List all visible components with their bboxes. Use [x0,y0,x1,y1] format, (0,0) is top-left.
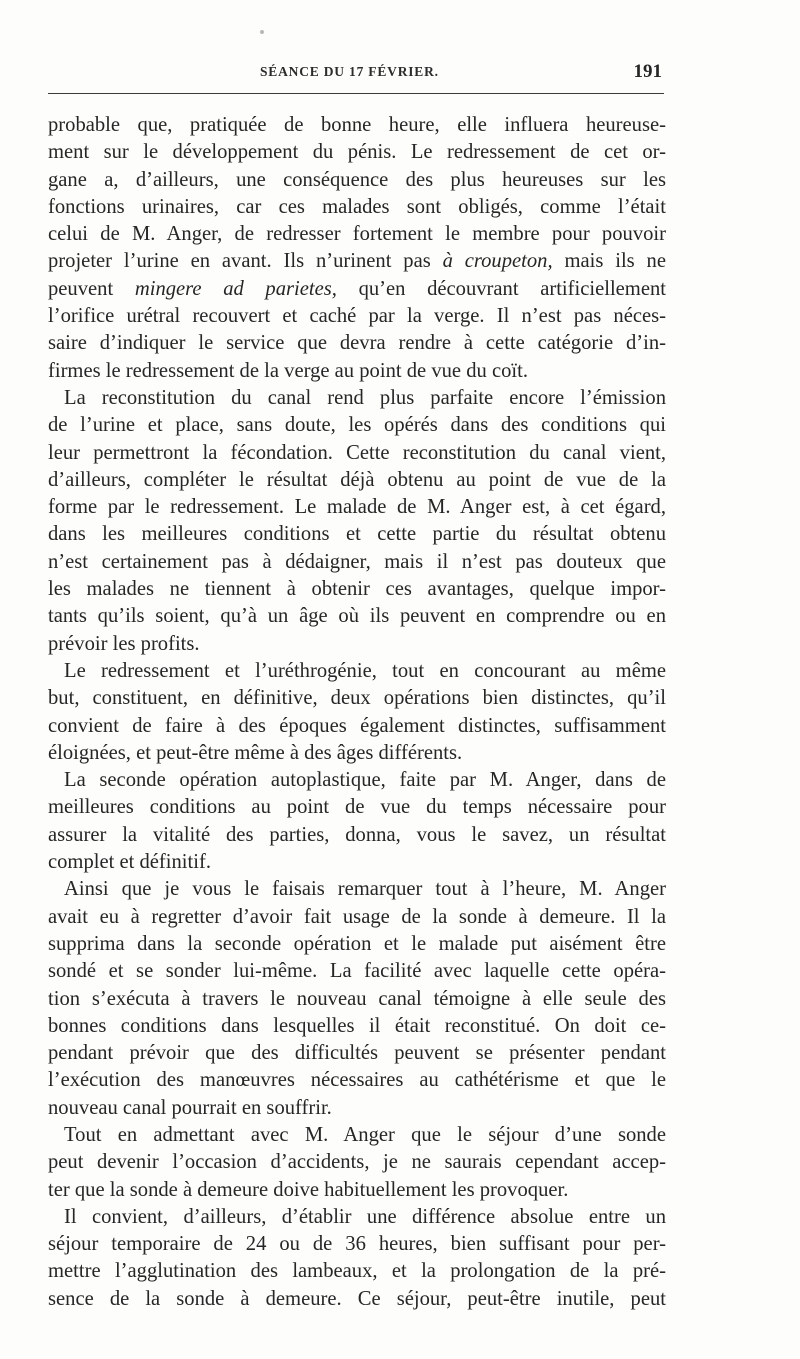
italic-phrase: mingere ad parietes, [134,277,337,300]
text-segment: peuvent [48,277,114,300]
text-line: Il convient, d’ailleurs, d’établir une différence absolue entre un [64,1205,666,1228]
text-line: ment sur le développement du pénis. Le redressement de cet or- [48,141,666,164]
text-line: tants qu’ils soient, qu’à un âge où ils peuvent en comprendre ou en [48,605,666,628]
text-line: leur permettront la fécondation. Cette reconstitution du canal vient, [48,441,666,464]
text-line: supprima dans la seconde opération et le malade put aisément être [48,932,666,955]
text-line: fonctions urinaires, car ces malades sont obligés, comme l’était [48,195,666,218]
text-line: mettre l’agglutination des lambeaux, et la prolongation de la pré- [48,1260,666,1283]
speck-mark [260,30,264,34]
text-line: n’est certainement pas à dédaigner, mais il n’est pas douteux que [48,550,666,573]
text-line: peut devenir l’occasion d’accidents, je ne saurais cependant accep- [48,1151,666,1174]
text-line: séjour temporaire de 24 ou de 36 heures, bien suffisant pour per- [48,1233,666,1256]
text-line: probable que, pratiquée de bonne heure, elle influera heureuse- [48,114,666,136]
text-line: bonnes conditions dans lesquelles il était reconstitué. On doit ce- [48,1014,666,1037]
text-line: celui de M. Anger, de redresser fortement le membre pour pouvoir [48,223,666,246]
text-line: forme par le redressement. Le malade de M. Anger est, à cet égard, [48,496,666,519]
text-line: l’orifice urétral recouvert et caché par la verge. Il n’est pas néces- [48,305,666,328]
text-line: nouveau canal pourrait en souffrir. [48,1096,332,1119]
text-line: sondé et se sonder lui-même. La facilité avec laquelle cette opéra- [48,960,666,983]
text-line: meilleures conditions au point de vue du temps nécessaire pour [48,796,666,819]
running-header [48,62,662,86]
text-line: Tout en admettant avec M. Anger que le séjour d’une sonde [64,1123,666,1146]
text-line: sence de la sonde à demeure. Ce séjour, peut-être inutile, peut [48,1287,666,1310]
text-line: de l’urine et place, sans doute, les opérés dans des conditions qui [48,414,666,437]
text-line: convient de faire à des époques également distinctes, suffisamment [48,714,666,737]
text-line: prévoir les profits. [48,632,200,655]
text-line: d’ailleurs, compléter le résultat déjà obtenu au point de vue de la [48,468,666,491]
text-line: firmes le redressement de la verge au point de vue du coït. [48,359,528,382]
text-line: but, constituent, en définitive, deux opérations bien distinctes, qu’il [48,687,666,710]
text-line: tion s’exécuta à travers le nouveau canal témoigne à elle seule des [48,987,666,1010]
italic-phrase: à croupeton, [442,250,553,273]
text-line: ter que la sonde à demeure doive habituellement les provoquer. [48,1178,569,1201]
text-line: les malades ne tiennent à obtenir ces avantages, quelque impor- [48,578,666,601]
text-line: assurer la vitalité des parties, donna, vous le savez, un résultat [48,823,666,846]
text-line [48,248,666,275]
text-line: gane a, d’ailleurs, une conséquence des plus heureuses sur les [48,168,666,191]
text-line: complet et définitif. [48,851,211,874]
text-line [48,276,666,303]
text-line: éloignées, et peut-être même à des âges différents. [48,741,463,764]
text-line: Ainsi que je vous le faisais remarquer tout à l’heure, M. Anger [64,878,666,901]
text-segment: projeter l’urine en avant. Ils n’urinent pas [48,250,431,273]
text-line: pendant prévoir que des difficultés peuvent se présenter pendant [48,1042,666,1065]
body-text [48,112,666,1313]
text-line: La seconde opération autoplastique, faite par M. Anger, dans de [64,769,666,792]
text-line: Le redressement et l’uréthrogénie, tout en concourant au même [64,659,666,682]
text-line: dans les meilleures conditions et cette partie du résultat obtenu [48,523,666,546]
text-line: avait eu à regretter d’avoir fait usage de la sonde à demeure. Il la [48,905,666,928]
header-rule [48,93,664,94]
text-line: La reconstitution du canal rend plus parfaite encore l’émission [64,386,666,409]
page-number: 191 [633,61,662,82]
text-line: saire d’indiquer le service que devra rendre à cette catégorie d’in- [48,332,666,355]
text-segment: mais ils ne [564,250,666,273]
text-line: l’exécution des manœuvres nécessaires au cathétérisme et que le [48,1069,666,1092]
running-title: SÉANCE DU 17 FÉVRIER. [260,64,439,79]
text-segment: qu’en découvrant artificiellement [358,277,666,300]
